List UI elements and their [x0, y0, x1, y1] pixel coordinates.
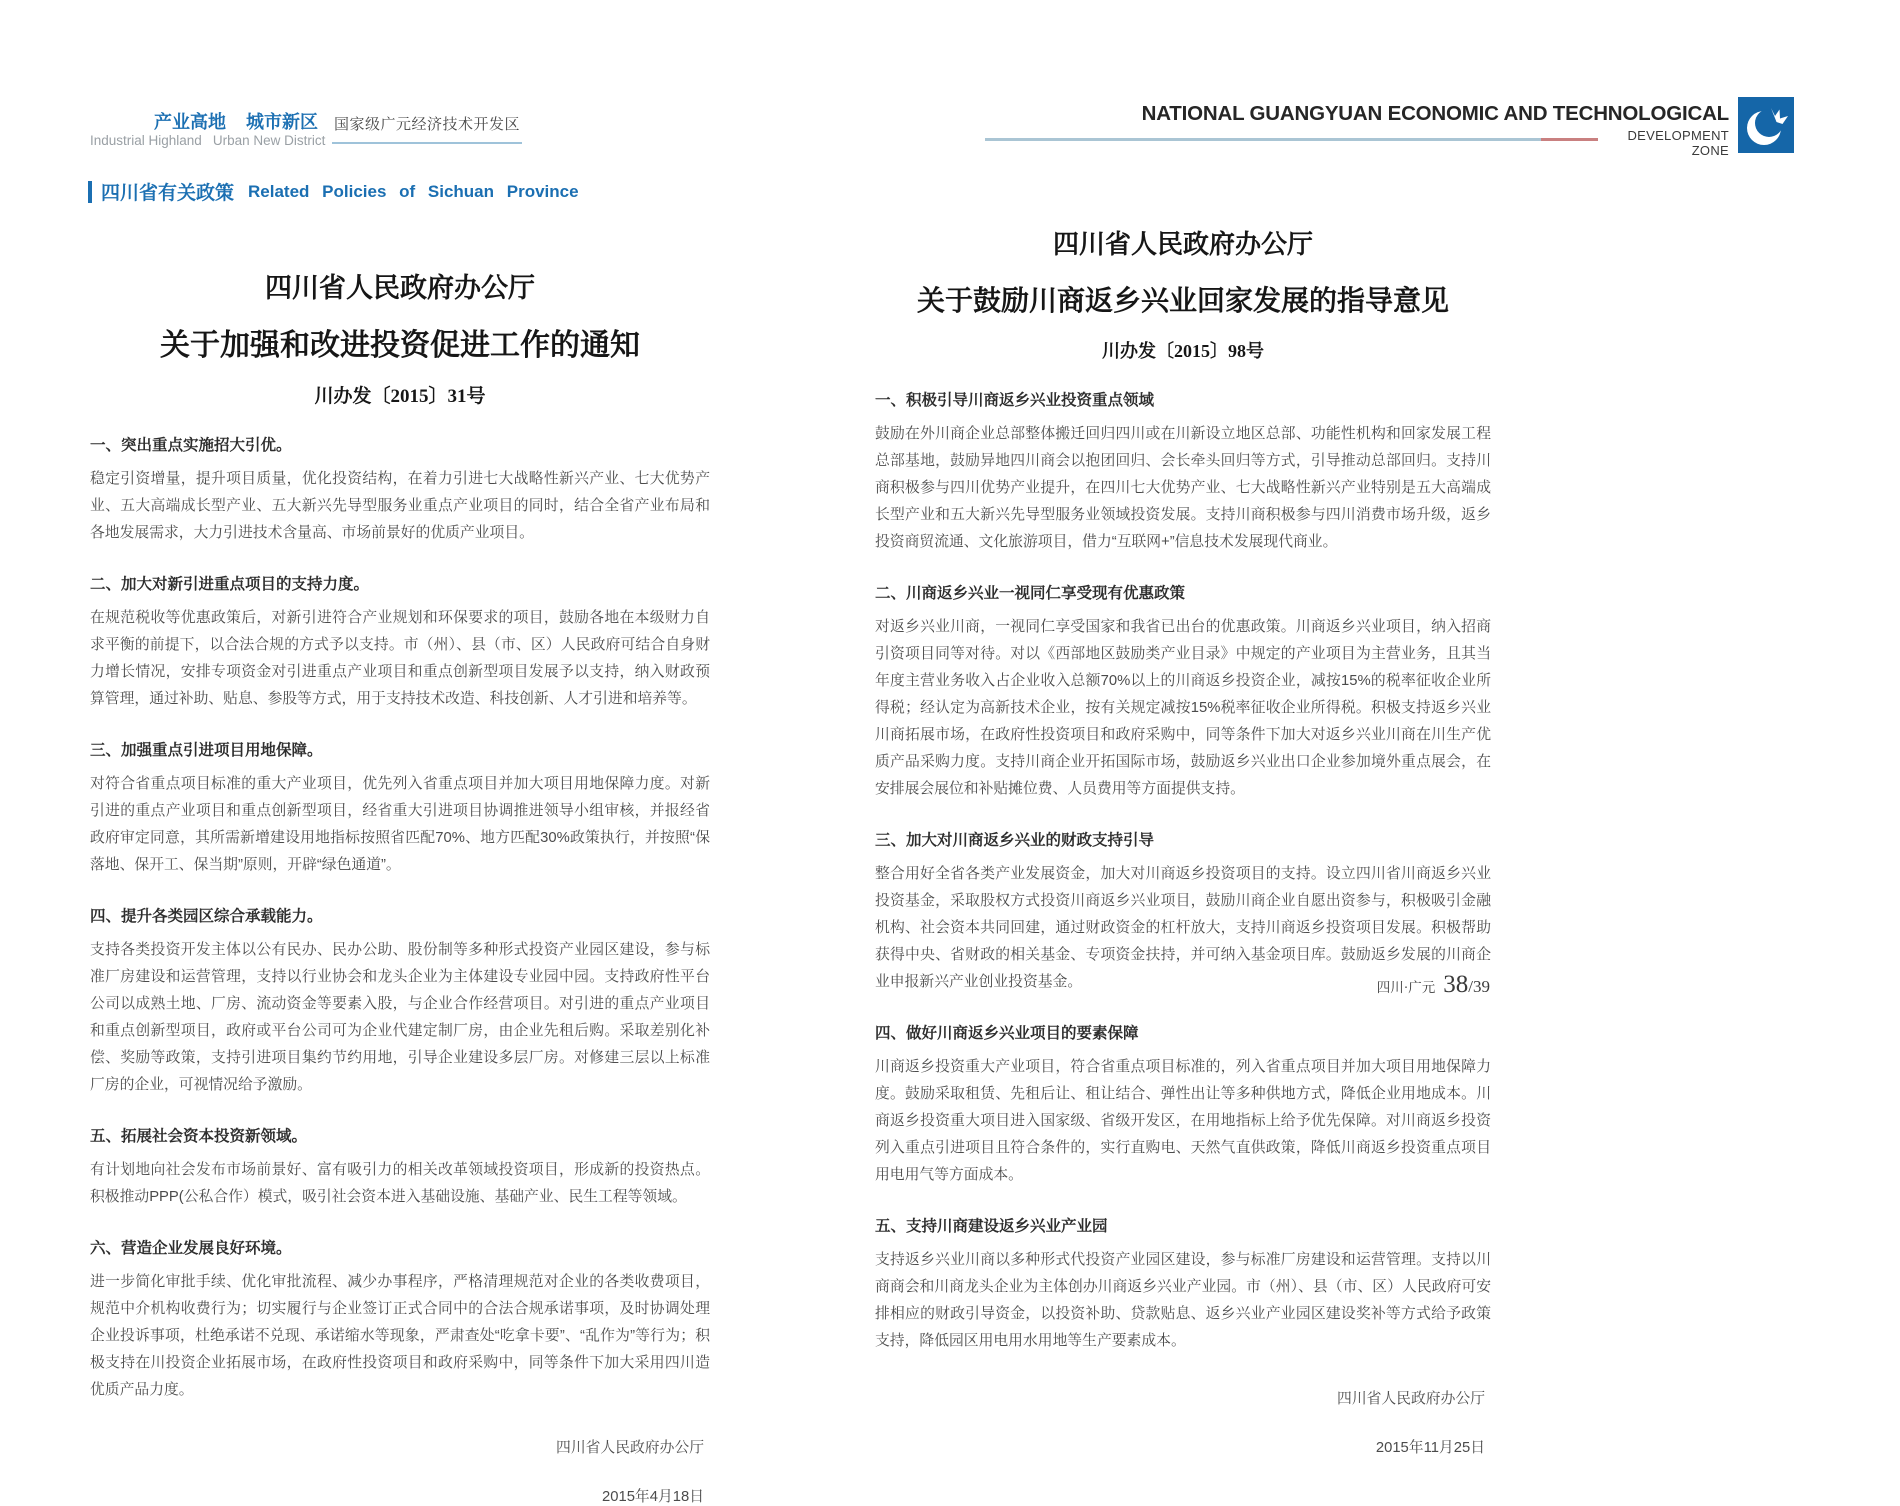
- policy-section: [90, 1124, 710, 1211]
- section-heading: 三、加强重点引进项目用地保障。: [90, 742, 323, 759]
- section-body: 川商返乡投资重大产业项目，符合省重点项目标准的，列入省重点项目并加大项目用地保障力度。鼓励采取租赁、先租后让、租让结合、弹性出让等多种供地方式，降低企业用地成本。川商返乡投资重大项目进入国家级、省级开发区，在用地指标上给予优先保障。对川商返乡投资列入重点引进项目且符合条件的，实行直购电、天然气直供政策，降低川商返乡投资重点项目用电用气等方面成本。: [875, 1059, 1491, 1183]
- policy-section: [875, 1214, 1491, 1355]
- policy-section: [90, 738, 710, 879]
- section-body: 对返乡兴业川商，一视同仁享受国家和我省已出台的优惠政策。川商返乡兴业项目，纳入招商引资项目同等对待。对以《西部地区鼓励类产业目录》中规定的产业项目为主营业务，且其当年度主营业务收入占企业收入总额70%以上的川商返乡投资企业，减按15%的税率征收企业所得税；经认定为高新技术企业，按有关规定减按15%税率征收企业所得税。积极支持返乡兴业川商拓展市场，在政府性投资项目和政府采购中，同等条件下加大对返乡兴业川商在川生产优质产品采购力度。支持川商企业开拓国际市场，鼓励返乡兴业出口企业参加境外重点展会，在安排展会展位和补贴摊位费、人员费用等方面提供支持。: [875, 619, 1491, 797]
- policy-section: [90, 572, 710, 713]
- section-heading: 二、川商返乡兴业一视同仁享受现有优惠政策: [875, 585, 1186, 602]
- footer-page-total: /39: [1468, 977, 1490, 996]
- header-rule-red: [1541, 138, 1598, 141]
- footer-location: 四川·广元: [1376, 980, 1436, 995]
- right-doc-sections: [875, 388, 1491, 1355]
- section-heading: 五、拓展社会资本投资新领域。: [90, 1128, 308, 1145]
- section-body: 进一步简化审批手续、优化审批流程、减少办事程序，严格清理规范对企业的各类收费项目，规范中介机构收费行为；切实履行与企业签订正式合同中的合法合规承诺事项，及时协调处理企业投诉事项，杜绝承诺不兑现、承诺缩水等现象，严肃查处“吃拿卡要”、“乱作为”等行为；积极支持在川投资企业拓展市场，在政府性投资项目和政府采购中，同等条件下加大采用四川造优质产品力度。: [90, 1274, 710, 1398]
- signature-org: 四川省人民政府办公厅: [556, 1440, 704, 1456]
- swoosh-bird-icon: [1738, 97, 1794, 153]
- section-heading: 四、做好川商返乡兴业项目的要素保障: [875, 1025, 1139, 1042]
- label-accent-bar: [88, 181, 92, 203]
- section-heading: 一、积极引导川商返乡兴业投资重点领域: [875, 392, 1155, 409]
- policy-section: [875, 581, 1491, 803]
- section-body: 有计划地向社会发布市场前景好、富有吸引力的相关改革领域投资项目，形成新的投资热点。积极推动PPP(公私合作）模式，吸引社会资本进入基础设施、基础产业、民生工程等领域。: [90, 1162, 710, 1205]
- section-body: 支持返乡兴业川商以多种形式代投资产业园区建设，参与标准厂房建设和运营管理。支持以川商商会和川商龙头企业为主体创办川商返乡兴业产业园。市（州）、县（市、区）人民政府可安排相应的财政引导资金，以投资补助、贷款贴息、返乡兴业产业园区建设奖补等方式给予政策支持，降低园区用电用水用地等生产要素成本。: [875, 1252, 1491, 1349]
- policy-section: [875, 1021, 1491, 1189]
- section-label: [88, 178, 579, 205]
- section-heading: 一、突出重点实施招大引优。: [90, 437, 292, 454]
- zone-name-cn: 国家级广元经济技术开发区: [332, 113, 522, 144]
- header-slogan-en: [90, 133, 330, 148]
- zone-logo: [1738, 97, 1794, 153]
- signature-date: 2015年11月25日: [1375, 1440, 1485, 1456]
- footer-page-number: 38: [1443, 971, 1469, 998]
- left-doc-title: 关于加强和改进投资促进工作的通知: [160, 329, 640, 362]
- right-doc-title: 关于鼓励川商返乡兴业回家发展的指导意见: [916, 286, 1449, 317]
- signature-org: 四川省人民政府办公厅: [1337, 1391, 1485, 1407]
- section-heading: 六、营造企业发展良好环境。: [90, 1240, 292, 1257]
- section-label-en: Related Policies of Sichuan Province: [248, 181, 579, 201]
- policy-section: [875, 388, 1491, 556]
- section-body: 整合用好全省各类产业发展资金，加大对川商返乡投资项目的支持。设立四川省川商返乡兴业投资基金，采取股权方式投资川商返乡兴业项目，鼓励川商企业自愿出资参与，积极吸引金融机构、社会资本共同回建，通过财政资金的杠杆放大，支持川商返乡投资项目发展。积极帮助获得中央、省财政的相关基金、专项资金扶持，并可纳入基金项目库。鼓励返乡发展的川商企业申报新兴产业创业投资基金。: [875, 866, 1491, 990]
- left-policy-document: [90, 266, 710, 1506]
- section-heading: 四、提升各类园区综合承载能力。: [90, 908, 323, 925]
- left-doc-issuing-org: 四川省人民政府办公厅: [265, 273, 535, 303]
- page-footer: [1350, 971, 1490, 999]
- slogan-en-part2: Urban New District: [212, 133, 326, 148]
- left-doc-number: 川办发〔2015〕31号: [314, 386, 486, 407]
- policy-section: [90, 1236, 710, 1404]
- policy-section: [90, 904, 710, 1099]
- section-body: 鼓励在外川商企业总部整体搬迁回归四川或在川新设立地区总部、功能性机构和回家发展工程总部基地，鼓励异地四川商会以抱团回归、会长牵头回归等方式，引导推动总部回归。支持川商积极参与四川优势产业提升，在四川七大优势产业、七大战略性新兴产业特别是五大高端成长型产业和五大新兴先导型服务业领域投资发展。支持川商积极参与四川消费市场升级，返乡投资商贸流通、文化旅游项目，借力“互联网+”信息技术发展现代商业。: [875, 426, 1491, 550]
- section-body: 稳定引资增量，提升项目质量，优化投资结构，在着力引进七大战略性新兴产业、七大优势产业、五大高端成长型产业、五大新兴先导型服务业重点产业项目的同时，结合全省产业布局和各地发展需求，大力引进技术含量高、市场前景好的优质产业项目。: [90, 471, 710, 541]
- policy-section: [90, 433, 710, 547]
- section-body: 对符合省重点项目标准的重大产业项目，优先列入省重点项目并加大项目用地保障力度。对新引进的重点产业项目和重点创新型项目，经省重大引进项目协调推进领导小组审核，并报经省政府审定同意，其所需新增建设用地指标按照省匹配70%、地方匹配30%政策执行，并按照“保落地、保开工、保当期”原则，开辟“绿色通道”。: [90, 776, 710, 873]
- slogan-cn-part2: 城市新区: [246, 112, 318, 132]
- header-rule-blue: [985, 138, 1541, 141]
- section-heading: 二、加大对新引进重点项目的支持力度。: [90, 576, 370, 593]
- left-doc-signature: [90, 1436, 710, 1506]
- signature-date: 2015年4月18日: [602, 1489, 704, 1505]
- slogan-en-part1: Industrial Highland: [90, 133, 202, 148]
- section-body: 在规范税收等优惠政策后，对新引进符合产业规划和环保要求的项目，鼓励各地在本级财力自求平衡的前提下，以合法合规的方式予以支持。市（州）、县（市、区）人民政府可结合自身财力增长情况，安排专项资金对引进重点产业项目和重点创新型项目发展予以支持，纳入财政预算管理，通过补助、贴息、参股等方式，用于支持技术改造、科技创新、人才引进和培养等。: [90, 610, 710, 707]
- section-label-cn: 四川省有关政策: [101, 183, 235, 204]
- section-heading: 五、支持川商建设返乡兴业产业园: [875, 1218, 1108, 1235]
- right-doc-number: 川办发〔2015〕98号: [1102, 341, 1264, 361]
- section-heading: 三、加大对川商返乡兴业的财政支持引导: [875, 832, 1155, 849]
- right-doc-signature: [875, 1387, 1491, 1457]
- slogan-cn-part1: 产业高地: [154, 112, 226, 132]
- right-doc-issuing-org: 四川省人民政府办公厅: [1052, 230, 1313, 259]
- zone-subtitle-en: DEVELOPMENT ZONE: [1627, 128, 1729, 158]
- left-doc-sections: [90, 433, 710, 1404]
- right-policy-document: [875, 224, 1491, 1457]
- header-slogan-cn: [90, 108, 318, 134]
- section-body: 支持各类投资开发主体以公有民办、民办公助、股份制等多种形式投资产业园区建设，参与标准厂房建设和运营管理，支持以行业协会和龙头企业为主体建设专业园中园。支持政府性平台公司以成熟土地、厂房、流动资金等要素入股，与企业合作经营项目。对引进的重点产业项目和重点创新型项目，政府或平台公司可为企业代建定制厂房，由企业先租后购。采取差别化补偿、奖励等政策，支持引进项目集约节约用地，引导企业建设多层厂房。对修建三层以上标准厂房的企业，可视情况给予激励。: [90, 942, 710, 1093]
- zone-name-en: NATIONAL GUANGYUAN ECONOMIC AND TECHNOLOGICAL: [1141, 102, 1729, 125]
